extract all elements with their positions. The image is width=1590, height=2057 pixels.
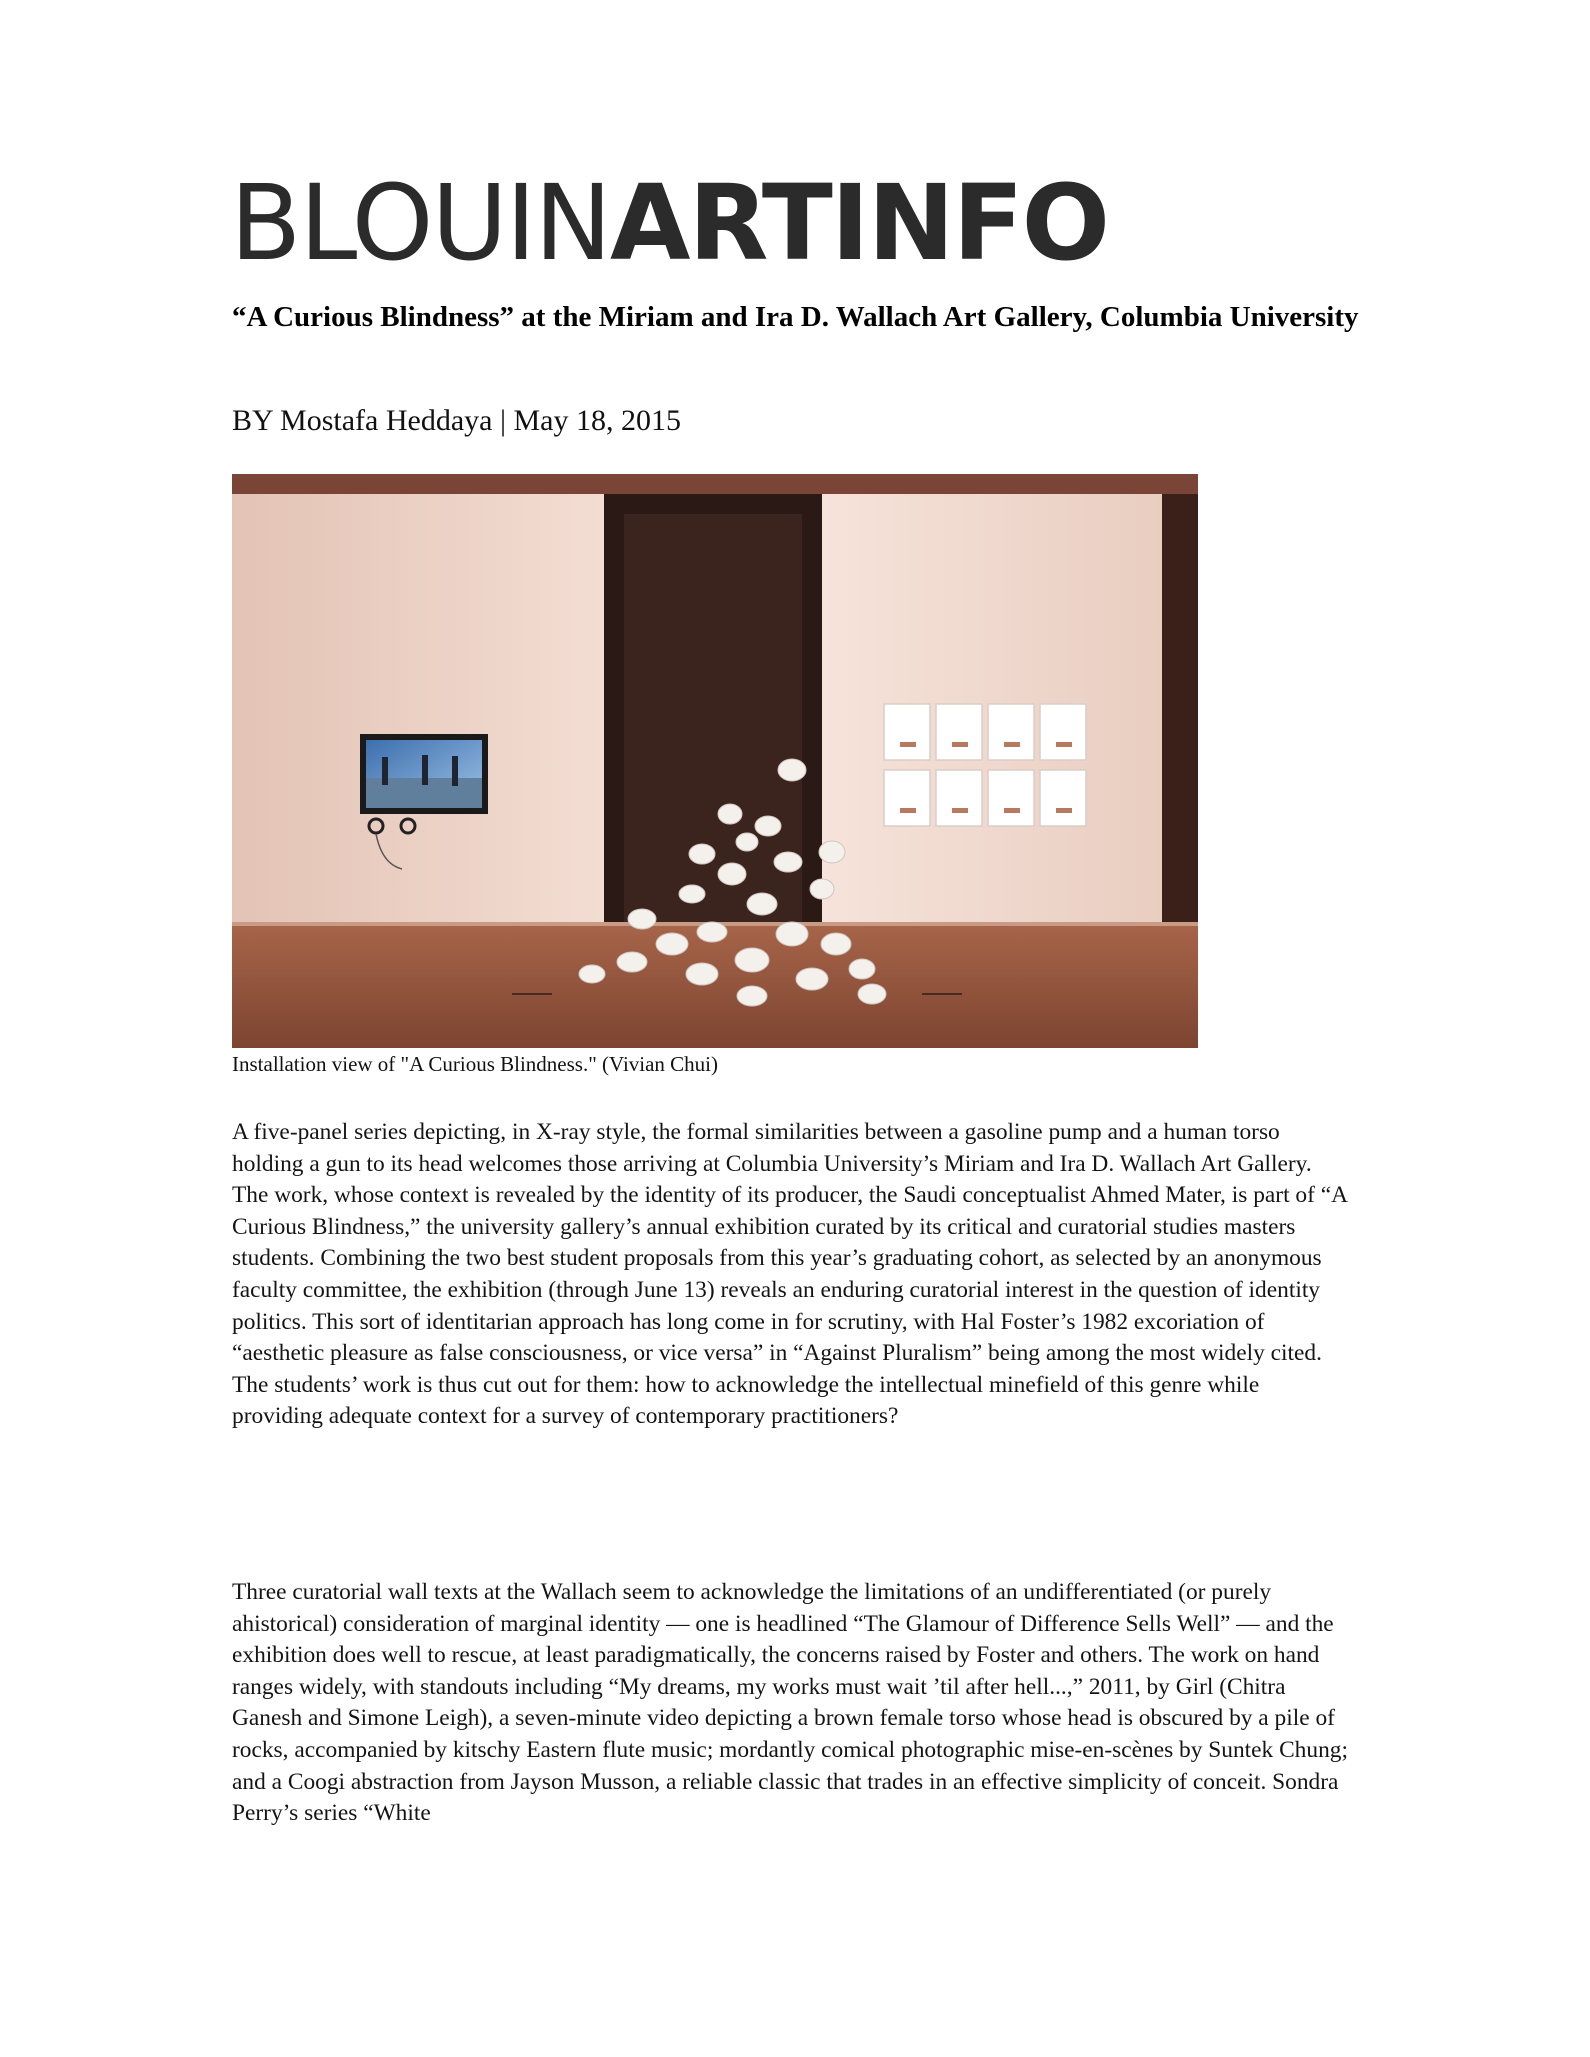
installation-photo-illustration xyxy=(232,474,1198,1048)
article-paragraph-1: A five-panel series depicting, in X-ray style, the formal similarities between a gasoline pump and a human torso holding a gun to its head welcomes those arriving at Columbia University’s Miriam and Ira D. Wallach Art Gallery. The work, whose context is revealed by the identity of its producer, the Saudi conceptualist Ahmed Mater, is part of “A Curious Blindness,” the university gallery’s annual exhibition curated by its critical and curatorial studies masters students. Combining the two best student proposals from this year’s graduating cohort, as selected by an anonymous faculty committee, the exhibition (through June 13) reveals an enduring curatorial interest in the question of identity politics. This sort of identitarian approach has long come in for scrutiny, with Hal Foster’s 1982 excoriation of “aesthetic pleasure as false consciousness, or vice versa” in “Against Pluralism” being among the most widely cited. The students’ work is thus cut out for them: how to acknowledge the intellectual minefield of this genre while providing adequate context for a survey of contemporary practitioners? xyxy=(232,1119,1347,1430)
article-paragraph-2: Three curatorial wall texts at the Wallach seem to acknowledge the limitations of an undifferentiated (or purely ahistorical) consideration of marginal identity — one is headlined “The Glamour of Difference Sells Well” — and the exhibition does well to rescue, at least paradigmatically, the concerns raised by Foster and others. The work on hand ranges widely, with standouts including “My dreams, my works must wait ’til after hell...,” 2011, by Girl (Chitra Ganesh and Simone Leigh), a seven-minute video depicting a brown female torso whose head is obscured by a pile of rocks, accompanied by kitschy Eastern flute music; mordantly comical photographic mise-en-scènes by Suntek Chung; and a Coogi abstraction from Jayson Musson, a reliable classic that trades in an effective simplicity of conceit. Sondra Perry’s series “White xyxy=(232,1579,1348,1827)
article-byline: BY Mostafa Heddaya | May 18, 2015 xyxy=(232,404,681,437)
article-headline: “A Curious Blindness” at the Miriam and Ira D. Wallach Art Gallery, Columbia University xyxy=(232,301,1359,333)
image-caption: Installation view of "A Curious Blindness." (Vivian Chui) xyxy=(232,1052,719,1076)
installation-photo xyxy=(232,474,1198,1048)
logo-part-blouin: BLOUIN xyxy=(230,162,611,284)
publication-logo[interactable] xyxy=(230,162,1109,284)
logo-part-artinfo: ARTINFO xyxy=(610,162,1109,284)
